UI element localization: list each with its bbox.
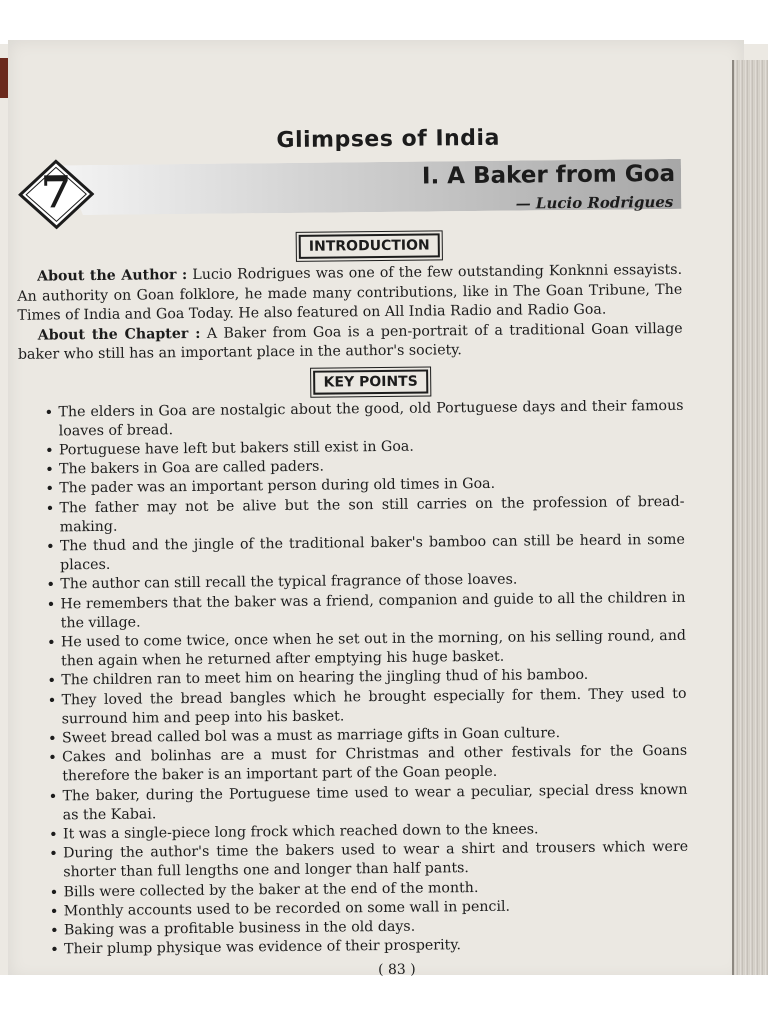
key-point-item: • Portuguese have left but bakers still exist in Goa.	[45, 435, 684, 461]
key-point-item: • It was a single-piece long frock which reached down to the knees.	[49, 819, 688, 845]
author-byline: — Lucio Rodrigues	[515, 192, 674, 213]
page-number: ( 83 )	[377, 962, 416, 979]
key-point-item: • Their plump physique was evidence of their prosperity.	[50, 934, 689, 960]
key-point-item: • The baker, during the Portuguese time used to wear a peculiar, special dress known as the Kabai.	[48, 780, 687, 825]
chapter-number-badge	[18, 159, 95, 230]
part-title: Glimpses of India	[276, 125, 500, 154]
key-point-item: • The children ran to meet him on hearing the jingling thud of his bamboo.	[47, 665, 686, 691]
page-stack-edges	[732, 60, 768, 980]
bottom-margin	[0, 975, 768, 1024]
key-point-item: • Cakes and bolinhas are a must for Christmas and other festivals for the Goans therefore the baker is an important part of the Goan people.	[48, 742, 687, 787]
key-points-list	[18, 396, 689, 960]
key-point-item: • He used to come twice, once when he set out in the morning, on his selling round, and then again when he returned after emptying his huge basket.	[47, 627, 686, 672]
key-point-item: • He remembers that the baker was a friend, companion and guide to all the children in the village.	[46, 588, 685, 633]
about-author-text: Lucio Rodrigues was one of the few outstanding Konknni essayists. An authority on Goan folklore, he made many contributions, like in The Goan Tribune, The Times of India and Goa Today. He also featured on All India Radio and Radio Goa.	[17, 261, 683, 324]
page-content	[16, 124, 690, 982]
key-point-item: • Bills were collected by the baker at the end of the month.	[49, 876, 688, 902]
key-point-item: • The father may not be alive but the son still carries on the profession of bread-making.	[45, 492, 684, 537]
key-point-item: • During the author's time the bakers used to wear a shirt and trousers which were shorter than full lengths one and longer than half pants.	[49, 838, 688, 883]
top-margin	[0, 0, 768, 44]
key-point-item: • Baking was a profitable business in the old days.	[50, 915, 689, 941]
about-author-paragraph	[17, 261, 683, 326]
introduction-heading: INTRODUCTION	[299, 233, 440, 258]
key-points-heading-wrap	[18, 366, 683, 397]
key-point-item: • The pader was an important person during old times in Goa.	[45, 473, 684, 499]
key-point-item: • The bakers in Goa are called paders.	[45, 454, 684, 480]
key-points-heading: KEY POINTS	[314, 369, 428, 394]
chapter-title: I. A Baker from Goa	[421, 160, 676, 190]
chapter-banner	[16, 153, 682, 230]
about-chapter-text: A Baker from Goa is a pen-portrait of a traditional Goan village baker who still has an important place in the author's society.	[17, 320, 683, 363]
key-point-item: • They loved the bread bangles which he brought especially for them. They used to surround him and peep into his basket.	[47, 684, 686, 729]
key-point-item: • The thud and the jingle of the traditional baker's bamboo can still be heard in some places.	[46, 531, 685, 576]
key-point-item: • Sweet bread called bol was a must as marriage gifts in Goan culture.	[48, 723, 687, 749]
key-point-item: • The author can still recall the typical fragrance of those loaves.	[46, 569, 685, 595]
about-author-label: About the Author :	[37, 267, 188, 285]
about-chapter-paragraph	[18, 319, 683, 365]
about-chapter-label: About the Chapter :	[37, 325, 201, 344]
key-point-item: • The elders in Goa are nostalgic about the good, old Portuguese days and their famous loaves of bread.	[44, 396, 683, 441]
chapter-number: 7	[40, 167, 72, 219]
introduction-heading-wrap	[17, 231, 682, 262]
key-point-item: • Monthly accounts used to be recorded on some wall in pencil.	[50, 896, 689, 922]
